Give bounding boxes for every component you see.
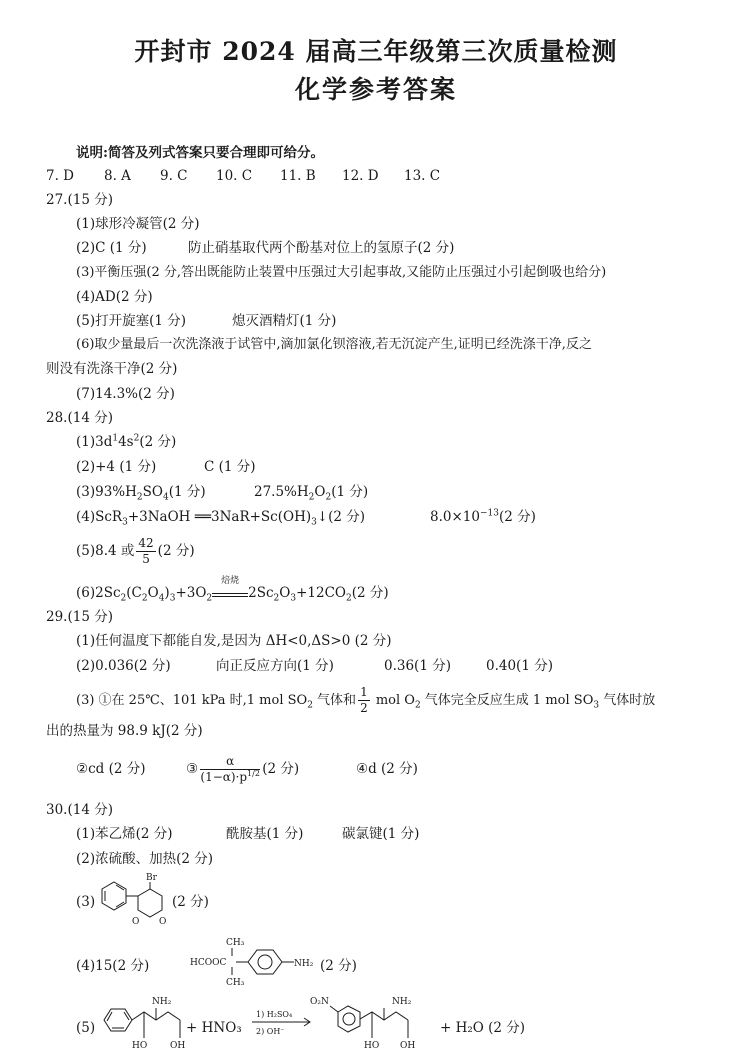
- oxygen-label: O: [132, 917, 140, 927]
- answer-line: 出的热量为 98.9 kJ(2 分): [46, 723, 203, 739]
- question-head: 28.(14 分): [46, 410, 113, 426]
- answer-label: (3): [76, 894, 96, 910]
- answer-line: (2)+4 (1 分): [76, 459, 157, 475]
- question-head: 27.(15 分): [46, 192, 113, 208]
- answer-line: (2)C (1 分): [76, 240, 147, 256]
- answer-line: (4)ScR$_3$+3NaOH $══3NaR+Sc(OH)_3↓(2$ 分): [76, 509, 366, 528]
- answer-line: (2)浓硫酸、加热(2 分): [76, 851, 214, 867]
- answer-line: $(1)3d^14s^2(2$ 分): [76, 433, 177, 450]
- answer-line: (1)苯乙烯(2 分): [76, 826, 173, 842]
- answer-line: $27.5\%H_2O_2(1$ 分): [254, 484, 369, 503]
- nitro-label: O₂N: [310, 997, 329, 1007]
- answer-line: (6)取少量最后一次洗涤液于试管中,滴加氯化钡溶液,若无沉淀产生,证明已经洗涤干净,反之: [76, 337, 592, 352]
- answer-line: 防止硝基取代两个酚基对位上的氢原子(2 分): [188, 240, 455, 256]
- choice-item: 9. C: [160, 168, 188, 184]
- answer-line: (7)14.3%(2 分): [76, 386, 175, 402]
- methyl-label: CH₃: [226, 978, 245, 988]
- answer-line: (3) ①在 25℃、101 kPa 时,1 mol $SO_2$ 气体和 $\frac{1}{2}$ mol $O_2$ 气体完全反应生成 1 mol $SO_3$ 气体时放: [76, 685, 656, 715]
- choice-item: 12. D: [342, 168, 379, 184]
- answer-line: 0.36(1 分): [384, 658, 451, 674]
- answer-line: ④d (2 分): [356, 761, 418, 777]
- answer-line: 酰胺基(1 分): [226, 826, 304, 842]
- amino-label: NH₂: [152, 997, 172, 1007]
- answer-line: C (1 分): [204, 459, 256, 475]
- reactant-structure: [98, 990, 198, 1054]
- choice-item: 7. D: [46, 168, 74, 184]
- answer-line: 向正反应方向(1 分): [216, 658, 334, 674]
- answer-line: (2 分): [320, 958, 357, 974]
- answer-line: $(6)2Sc_2(C_2O_4)_3+3O_2$ 焙烧 $2Sc_2O_3+12CO_2(2$ 分): [76, 576, 389, 604]
- answer-line: (4)15(2 分): [76, 958, 150, 974]
- page-subtitle: 化学参考答案: [294, 75, 457, 104]
- reaction-arrow: [250, 1008, 316, 1040]
- amino-label: NH₂: [392, 997, 412, 1007]
- answer-line: (3)平衡压强(2 分,答出既能防止装置中压强过大引起事故,又能防止压强过小引起倒吸也给分): [76, 265, 607, 280]
- note-text: 说明:简答及列式答案只要合理即可给分。: [76, 145, 324, 161]
- answer-line: (5)8.4 或 $\frac{42}{5}$ (2 分): [76, 536, 195, 566]
- amino-label: NH₂: [294, 959, 314, 969]
- answer-line: (1)任何温度下都能自发,是因为 ΔH<0,ΔS>0 (2 分): [76, 633, 392, 649]
- choice-item: 10. C: [216, 168, 253, 184]
- fraction: $\frac{\alpha}{(1-\alpha)\cdot p^{1/2}}$: [200, 754, 260, 784]
- page-title: 开封市 2024 届高三年级第三次质量检测: [134, 37, 618, 66]
- dioxane-structure: [96, 872, 176, 928]
- bromine-label: Br: [146, 873, 157, 883]
- hydroxyl-label: OH: [170, 1041, 186, 1051]
- condition-label: 1) H₂SO₄: [256, 1010, 293, 1019]
- hcooc-label: HCOOC: [190, 958, 227, 968]
- answer-line: (4)AD(2 分): [76, 289, 153, 305]
- question-head: 29.(15 分): [46, 609, 113, 625]
- answer-line: + H₂O (2 分): [440, 1020, 526, 1036]
- product-structure: [310, 990, 430, 1054]
- answer-line: + HNO₃: [186, 1020, 242, 1036]
- condition-label: 2) OH⁻: [256, 1027, 285, 1036]
- choice-item: 8. A: [104, 168, 131, 184]
- oxygen-label: O: [159, 917, 167, 927]
- answer-line: 碳氯键(1 分): [342, 826, 420, 842]
- answer-line: ②cd (2 分): [76, 761, 146, 777]
- answer-line: (1)球形冷凝管(2 分): [76, 216, 200, 232]
- methyl-label: CH₃: [226, 938, 245, 948]
- hydroxyl-label: OH: [400, 1041, 416, 1051]
- hydroxyl-label: HO: [364, 1041, 380, 1051]
- answer-line: 则没有洗涤干净(2 分): [46, 361, 178, 377]
- question-head: 30.(14 分): [46, 802, 113, 818]
- reaction-arrow: 焙烧: [212, 585, 248, 597]
- answer-line: $(3)93\%H_2SO_4(1$ 分): [76, 484, 206, 503]
- choice-item: 13. C: [404, 168, 441, 184]
- answer-line: ③ $\frac{\alpha}{(1-\alpha)\cdot p^{1/2}}$ (2 分): [186, 754, 300, 784]
- answer-line: $8.0\times 10^{-13}(2$ 分): [430, 508, 536, 525]
- answer-line: 0.40(1 分): [486, 658, 553, 674]
- answer-line: 熄灭酒精灯(1 分): [232, 313, 337, 329]
- fraction: $\frac{1}{2}$: [360, 685, 368, 715]
- fraction: $\frac{42}{5}$: [138, 536, 154, 566]
- answer-line: (2 分): [172, 894, 209, 910]
- answer-line: (2)0.036(2 分): [76, 658, 171, 674]
- choice-item: 11. B: [280, 168, 316, 184]
- hydroxyl-label: HO: [132, 1041, 148, 1051]
- answer-line: (5): [76, 1020, 96, 1036]
- answer-line: (5)打开旋塞(1 分): [76, 313, 187, 329]
